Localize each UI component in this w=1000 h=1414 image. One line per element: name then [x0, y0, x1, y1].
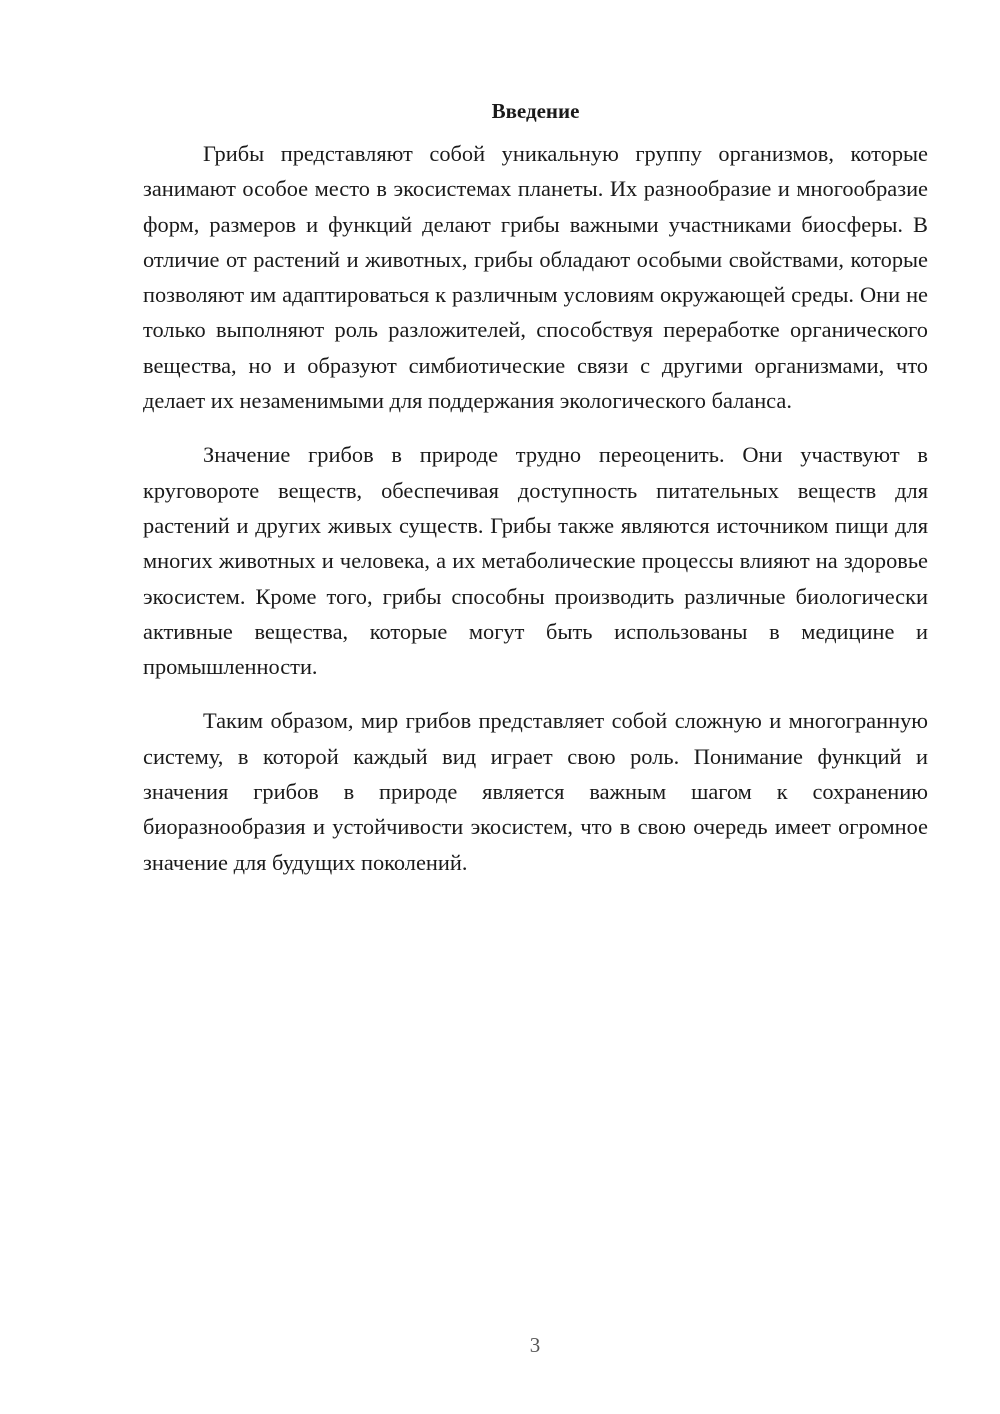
- paragraph-conclusion: Таким образом, мир грибов представляет собой сложную и многогранную систему, в которой каждый вид играет свою роль. Понимание функций и значения грибов в природе является важным шагом к сохранению биоразнообразия и устойчивости экосистем, что в свою очередь имеет огромное значение для будущих поколений.: [143, 708, 928, 875]
- paragraph-intro: Грибы представляют собой уникальную группу организмов, которые занимают особое место в экосистемах планеты. Их разнообразие и многообразие форм, размеров и функций делают грибы важными участниками биосферы. В отличие от растений и животных, грибы обладают особыми свойствами, которые позволяют им адаптироваться к различным условиям окружающей среды. Они не только выполняют роль разложителей, способствуя переработке органического вещества, но и образуют симбиотические связи с другими организмами, что делает их незаменимыми для поддержания экологического баланса.: [143, 141, 928, 414]
- page-number: 3: [529, 1333, 541, 1357]
- page-content: [143, 96, 928, 899]
- section-title: Введение: [491, 99, 580, 123]
- paragraph-importance: Значение грибов в природе трудно переоценить. Они участвуют в круговороте веществ, обеспечивая доступность питательных веществ для растений и других живых существ. Грибы также являются источником пищи для многих животных и человека, а их метаболические процессы влияют на здоровье экосистем. Кроме того, грибы способны производить различные биологически активные вещества, которые могут быть использованы в медицине и промышленности.: [143, 442, 928, 680]
